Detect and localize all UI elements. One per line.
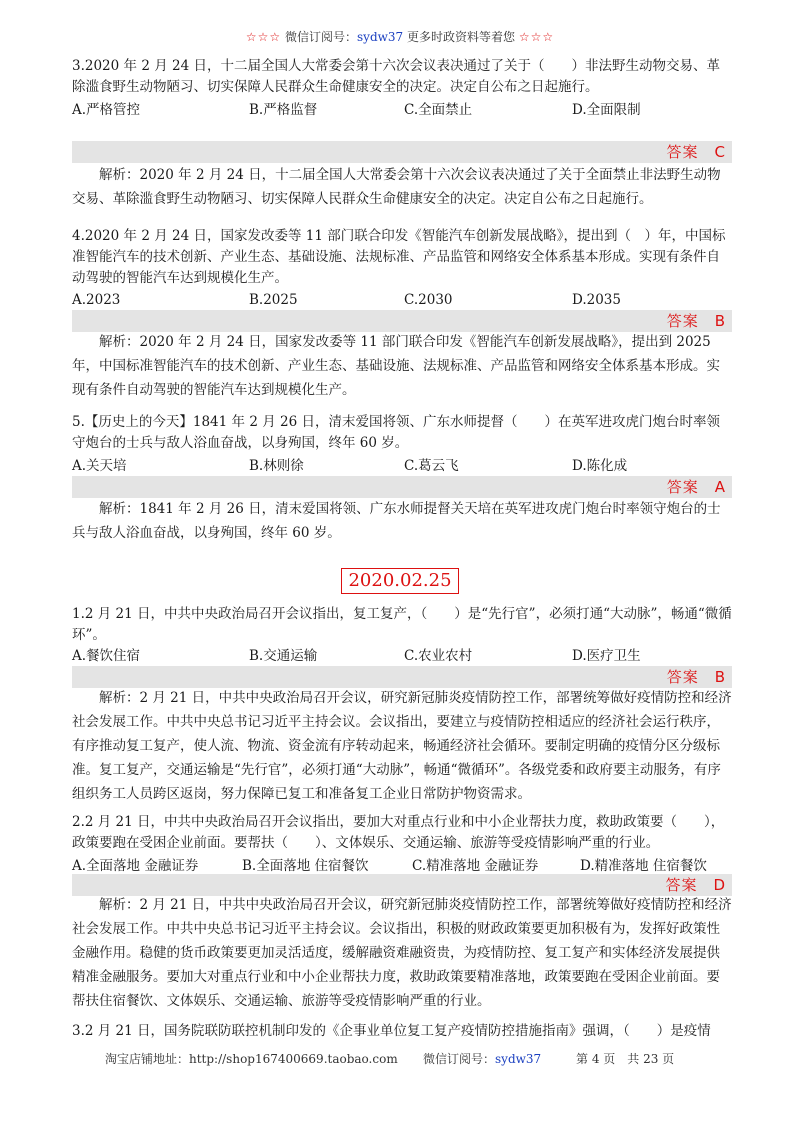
option-a: A.关天培 (72, 458, 127, 474)
header-more: 更多时政资料等着您 (407, 30, 516, 44)
explanation: 解析：1841 年 2 月 26 日，清末爱国将领、广东水师提督关天培在英军进攻虎门炮台时率领守炮台的士兵与敌人浴血奋战，以身殉国，终年 60 岁。 (72, 501, 721, 541)
header-label: 微信订阅号： (284, 30, 357, 44)
shop-address: 淘宝店铺地址：http://shop167400669.taobao.com (105, 1052, 398, 1066)
star-icon: ☆☆☆ (518, 30, 555, 44)
date-heading-text: 2020.02.25 (341, 568, 458, 594)
option-a: A.餐饮住宿 (72, 648, 141, 664)
explanation: 解析：2 月 21 日，中共中央政治局召开会议，研究新冠肺炎疫情防控工作，部署统筹做好疫情防控和经济社会发展工作。中共中央总书记习近平主持会议。会议指出，要建立与疫情防控相适应的经济社会运行秩序，有序推动复工复产，使人流、物流、资金流有序转动起来，畅通经济社会循环。要制定明确的疫情分区分级标准。复工复产，交通运输是“先行官”，必须打通“大动脉”，畅通“微循环”。各级党委和政府要主动服务，有序组织务工人员跨区返岗，努力保障已复工和准备复工企业日常防护物资需求。 (72, 690, 732, 802)
explanation: 解析：2020 年 2 月 24 日，十二届全国人大常委会第十六次会议表决通过了关于全面禁止非法野生动物交易、革除滥食野生动物陋习、切实保障人民群众生命健康安全的决定。决定自公布之日起施行。 (72, 167, 721, 207)
date-heading (0, 568, 800, 594)
page-number: 第 4 页 共 23 页 (576, 1052, 675, 1066)
option-c: C.精准落地 金融证券 (412, 858, 539, 874)
option-b: B.全面落地 住宿餐饮 (242, 858, 369, 874)
footer-wechat (423, 1050, 541, 1067)
answer-label: 答案 A (666, 478, 726, 496)
option-c: C.葛云飞 (404, 458, 459, 474)
header-wechat-id: sydw37 (357, 30, 404, 44)
option-b: B.严格监督 (249, 102, 318, 118)
star-icon: ☆☆☆ (245, 30, 282, 44)
option-d: D.全面限制 (572, 102, 641, 118)
answer-bar (72, 141, 732, 163)
option-a: A.2023 (72, 292, 121, 308)
option-b: B.2025 (249, 292, 298, 308)
question-text: 1.2 月 21 日，中共中央政治局召开会议指出，复工复产，（ ）是“先行官”，必须打通“大动脉”，畅通“微循环”。 (72, 606, 732, 643)
explanation: 解析：2 月 21 日，中共中央政治局召开会议，研究新冠肺炎疫情防控工作，部署统筹做好疫情防控和经济社会发展工作。中共中央总书记习近平主持会议。会议指出，积极的财政政策要更加积极有为，发挥好政策性金融作用。稳健的货币政策要更加灵活适度，缓解融资难融资贵，为疫情防控、复工复产和实体经济发展提供精准金融服务。要加大对重点行业和中小企业帮扶力度，救助政策要精准落地，政策要跑在受困企业前面。要帮扶住宿餐饮、文体娱乐、交通运输、旅游等受疫情影响严重的行业。 (72, 897, 732, 1009)
option-a: A.严格管控 (72, 102, 141, 118)
answer-bar (72, 666, 732, 688)
page-header (0, 28, 800, 45)
question-text: 3.2020 年 2 月 24 日，十二届全国人大常委会第十六次会议表决通过了关于（ ）非法野生动物交易、革除滥食野生动物陋习、切实保障人民群众生命健康安全的决定。决定自公布之日起施行。 (72, 58, 720, 95)
question-text: 2.2 月 21 日，中共中央政治局召开会议指出，要加大对重点行业和中小企业帮扶力度，救助政策要（ ），政策要跑在受困企业前面。要帮扶（ ）、文体娱乐、交通运输、旅游等受疫情影响严重的行业。 (72, 814, 725, 851)
option-c: C.全面禁止 (404, 102, 473, 118)
option-d: D.精准落地 住宿餐饮 (580, 858, 707, 874)
question-text: 3.2 月 21 日，国务院联防联控机制印发的《企事业单位复工复产疫情防控措施指南》强调，（ ）是疫情 (72, 1023, 711, 1039)
option-b: B.交通运输 (249, 648, 318, 664)
answer-bar (72, 476, 732, 498)
option-a: A.全面落地 金融证券 (72, 858, 199, 874)
answer-label: 答案 B (666, 312, 726, 330)
option-d: D.医疗卫生 (572, 648, 641, 664)
footer-wechat-label: 微信订阅号： (423, 1052, 496, 1066)
answer-label: 答案 D (665, 876, 726, 894)
explanation: 解析：2020 年 2 月 24 日，国家发改委等 11 部门联合印发《智能汽车创新发展战略》，提出到 2025 年，中国标准智能汽车的技术创新、产业生态、基础设施、法规标准、产品监管和网络安全体系基本形成。实现有条件自动驾驶的智能汽车达到规模化生产。 (72, 334, 720, 398)
option-d: D.陈化成 (572, 458, 628, 474)
question-text: 4.2020 年 2 月 24 日，国家发改委等 11 部门联合印发《智能汽车创新发展战略》，提出到（ ）年，中国标准智能汽车的技术创新、产业生态、基础设施、法规标准、产品监管和网络安全体系基本形成。实现有条件自动驾驶的智能汽车达到规模化生产。 (72, 228, 726, 286)
footer-wechat-id: sydw37 (495, 1052, 542, 1066)
answer-bar (72, 310, 732, 332)
option-c: C.农业农村 (404, 648, 473, 664)
option-d: D.2035 (572, 292, 621, 308)
option-c: C.2030 (404, 292, 453, 308)
answer-label: 答案 C (666, 143, 726, 161)
option-b: B.林则徐 (249, 458, 304, 474)
answer-label: 答案 B (666, 668, 726, 686)
question-text: 5.【历史上的今天】1841 年 2 月 26 日，清末爱国将领、广东水师提督（ ）在英军进攻虎门炮台时率领守炮台的士兵与敌人浴血奋战，以身殉国，终年 60 岁。 (72, 414, 720, 451)
